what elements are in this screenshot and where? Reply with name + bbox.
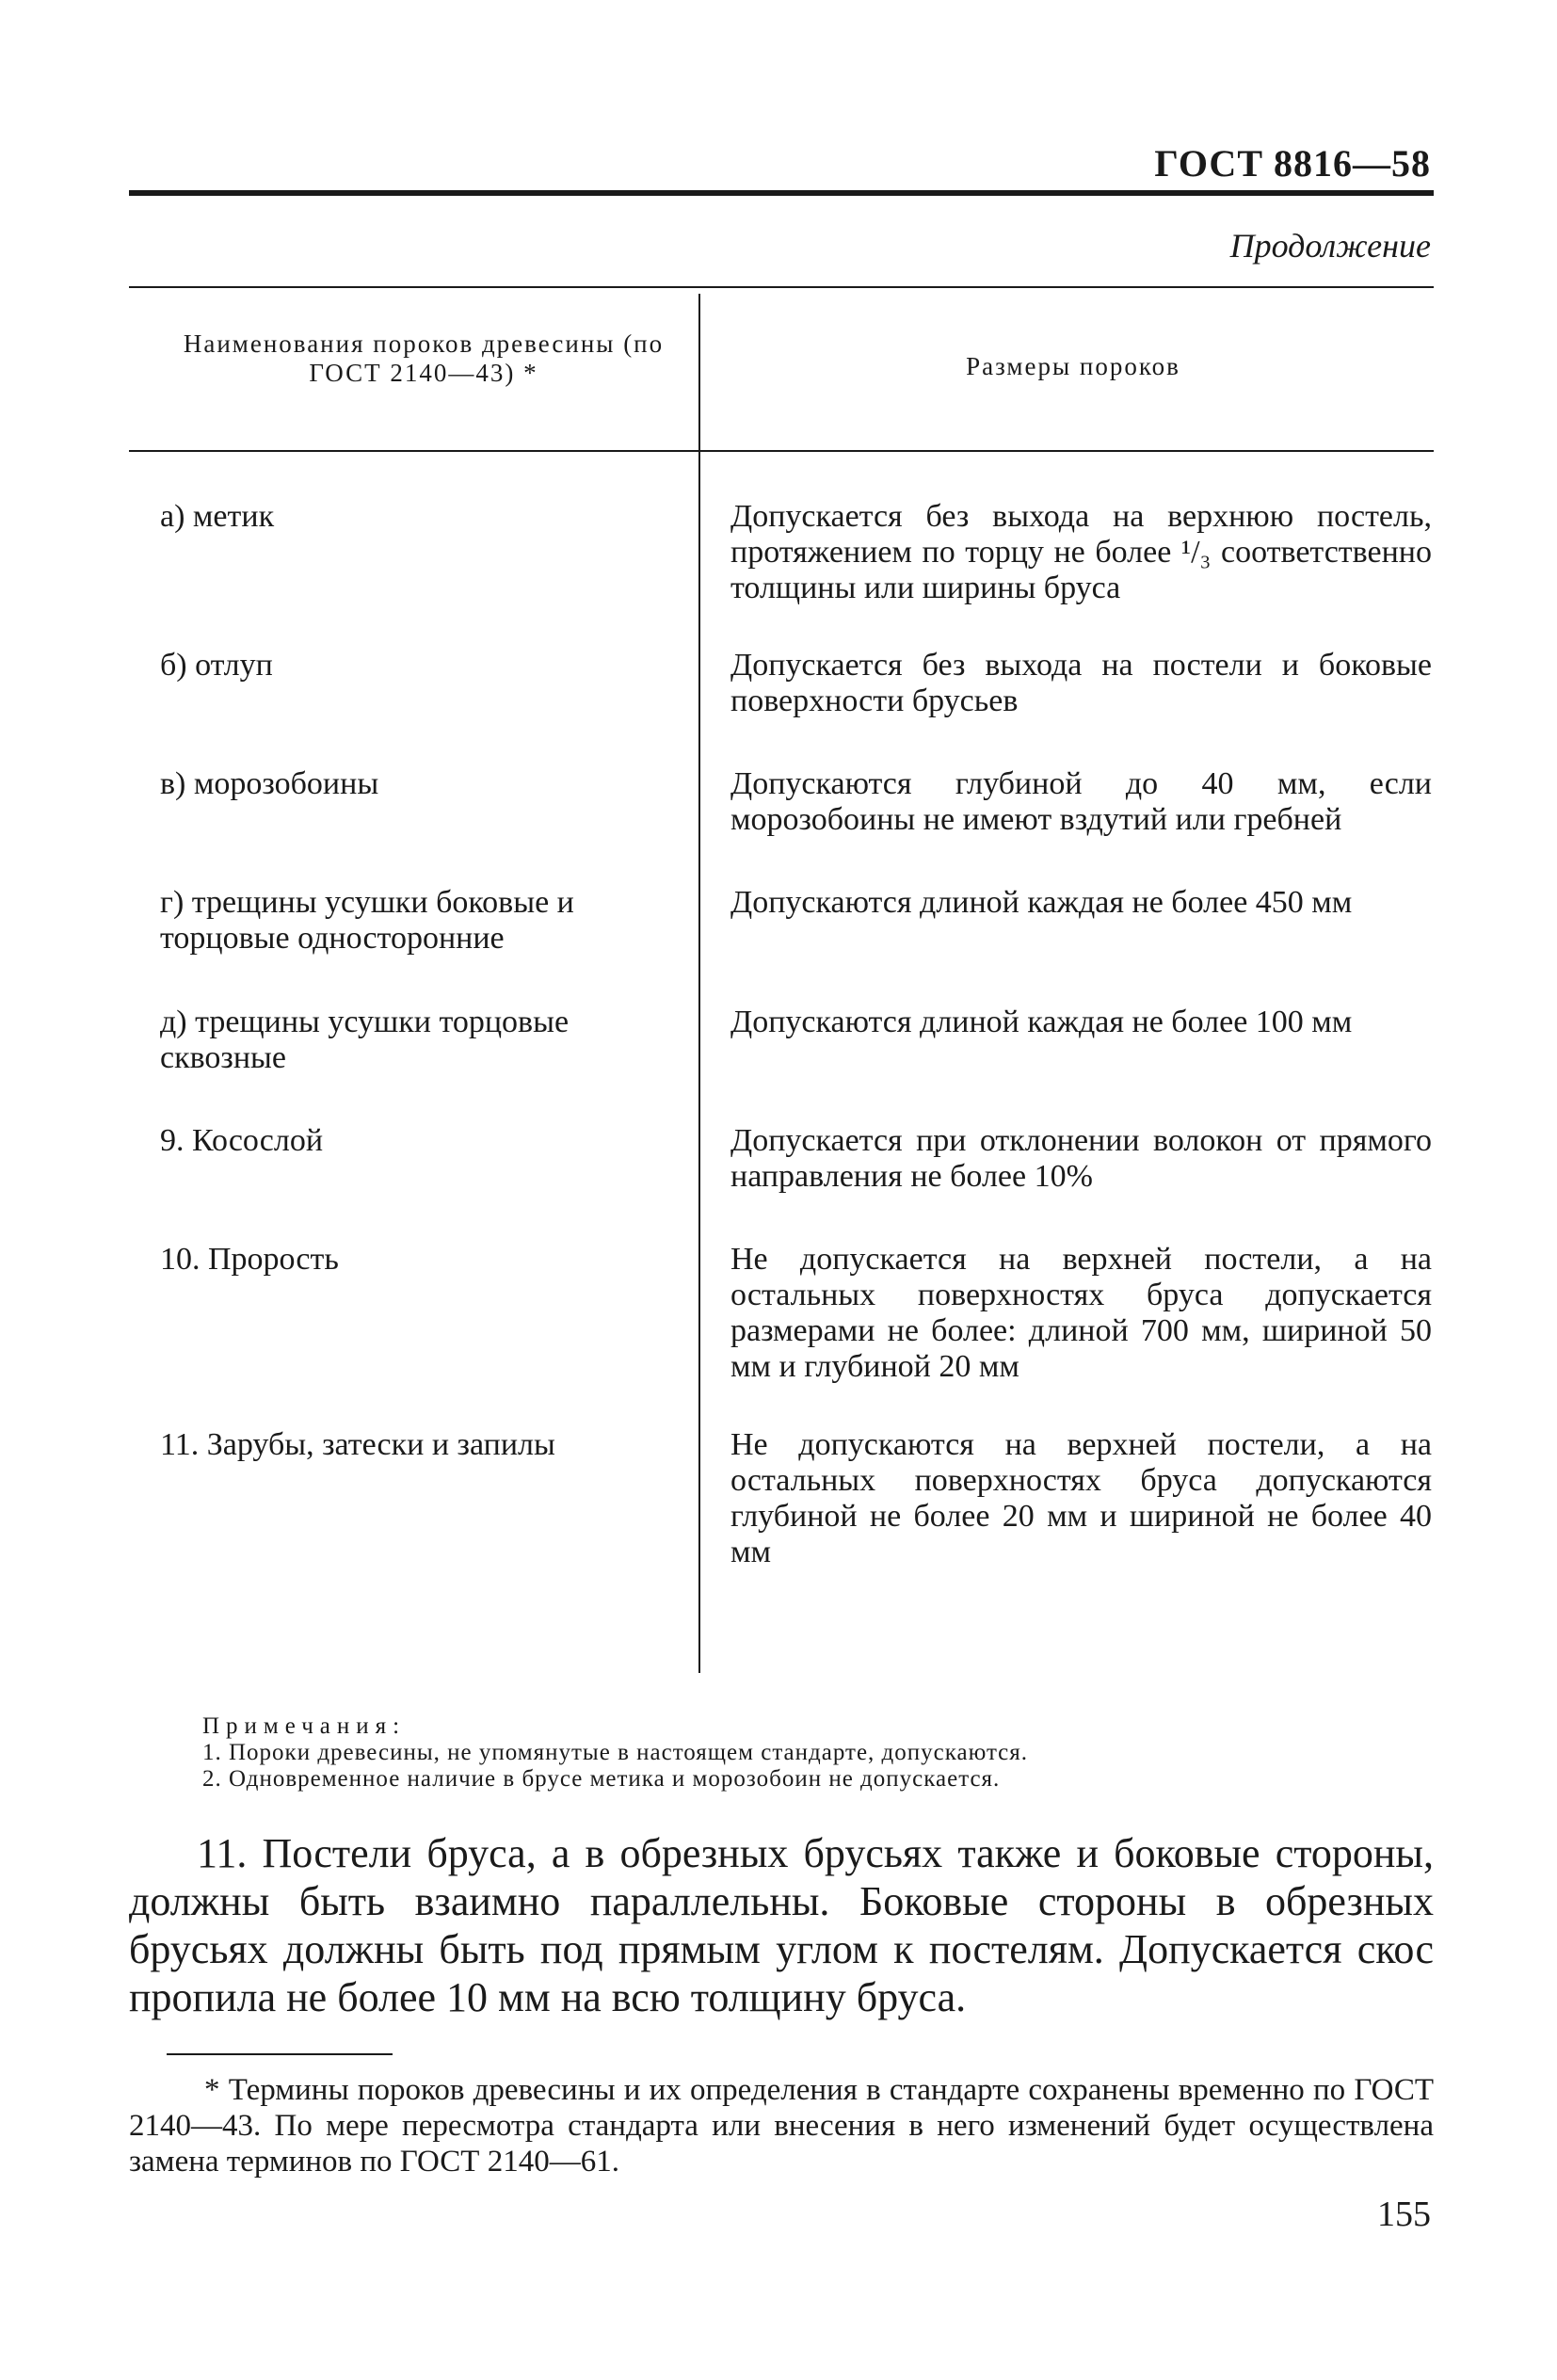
table-row-name: б) отлуп — [160, 648, 273, 683]
column-header-defect-name: Наименования пороков древесины (по ГОСТ 2140—43) * — [183, 330, 665, 388]
table-row-name: д) трещины усушки торцовые сквозные — [160, 1005, 570, 1076]
table-row-size: Допускаются длиной каждая не более 100 мм — [730, 1005, 1353, 1039]
notes-title: Примечания: — [202, 1713, 407, 1739]
table-row-size: Допускается без выхода на постели и боковые поверхности брусьев — [730, 648, 1432, 719]
standard-number: ГОСТ 8816—58 — [1154, 142, 1431, 185]
header-rule — [129, 190, 1434, 196]
page-number: 155 — [1377, 2195, 1431, 2234]
table-column-divider — [698, 294, 700, 1673]
table-row-size: Допускается при отклонении волокон от прямого направления не более 10% — [730, 1123, 1432, 1195]
notes-block — [202, 1713, 1426, 1793]
footnote-rule — [167, 2053, 393, 2055]
table-row-name: а) метик — [160, 499, 275, 534]
table-row-size: Допускается без выхода на верхнюю постель, протяжением по торцу не более ¹/₃ соответственно толщины или ширины бруса — [730, 499, 1432, 606]
table-row-size: Не допускается на верхней постели, а на остальных поверхностях бруса допускается размерами не более: длиной 700 мм, шириной 50 мм и глубиной 20 мм — [730, 1242, 1432, 1385]
table-row-name: г) трещины усушки боковые и торцовые односторонние — [160, 885, 574, 957]
continuation-label: Продолжение — [1229, 227, 1431, 265]
note-item: 2. Одновременное наличие в брусе метика и морозобоин не допускается. — [202, 1766, 1001, 1792]
table-row-size: Не допускаются на верхней постели, а на остальных поверхностях бруса допускаются глубиной не более 20 мм и шириной не более 40 мм — [730, 1427, 1432, 1570]
column-header-defect-size: Размеры пороков — [966, 352, 1180, 380]
clause-11-paragraph: 11. Постели бруса, а в обрезных брусьях также и боковые стороны, должны быть взаимно параллельны. Боковые стороны в обрезных брусьях должны быть под прямым углом к постелям. Допускается скос пропила не более 10 мм на всю толщину бруса. — [129, 1830, 1434, 2021]
table-row-name: в) морозобоины — [160, 766, 379, 801]
table-row-size: Допускаются глубиной до 40 мм, если морозобоины не имеют вздутий или гребней — [730, 766, 1432, 838]
table-row-name: 10. Прорость — [160, 1242, 339, 1277]
table-top-rule — [129, 286, 1434, 288]
table-row-name: 11. Зарубы, затески и запилы — [160, 1427, 555, 1462]
table-header-rule — [129, 450, 1434, 452]
note-item: 1. Пороки древесины, не упомянутые в настоящем стандарте, допускаются. — [202, 1740, 1029, 1765]
table-row-name: 9. Косослой — [160, 1123, 324, 1158]
table-row-size: Допускаются длиной каждая не более 450 мм — [730, 885, 1353, 920]
footnote: * Термины пороков древесины и их определения в стандарте сохранены временно по ГОСТ 2140—43. По мере пересмотра стандарта или внесения в него изменений будет осуществлена замена терминов по ГОСТ 2140—61. — [129, 2073, 1434, 2179]
